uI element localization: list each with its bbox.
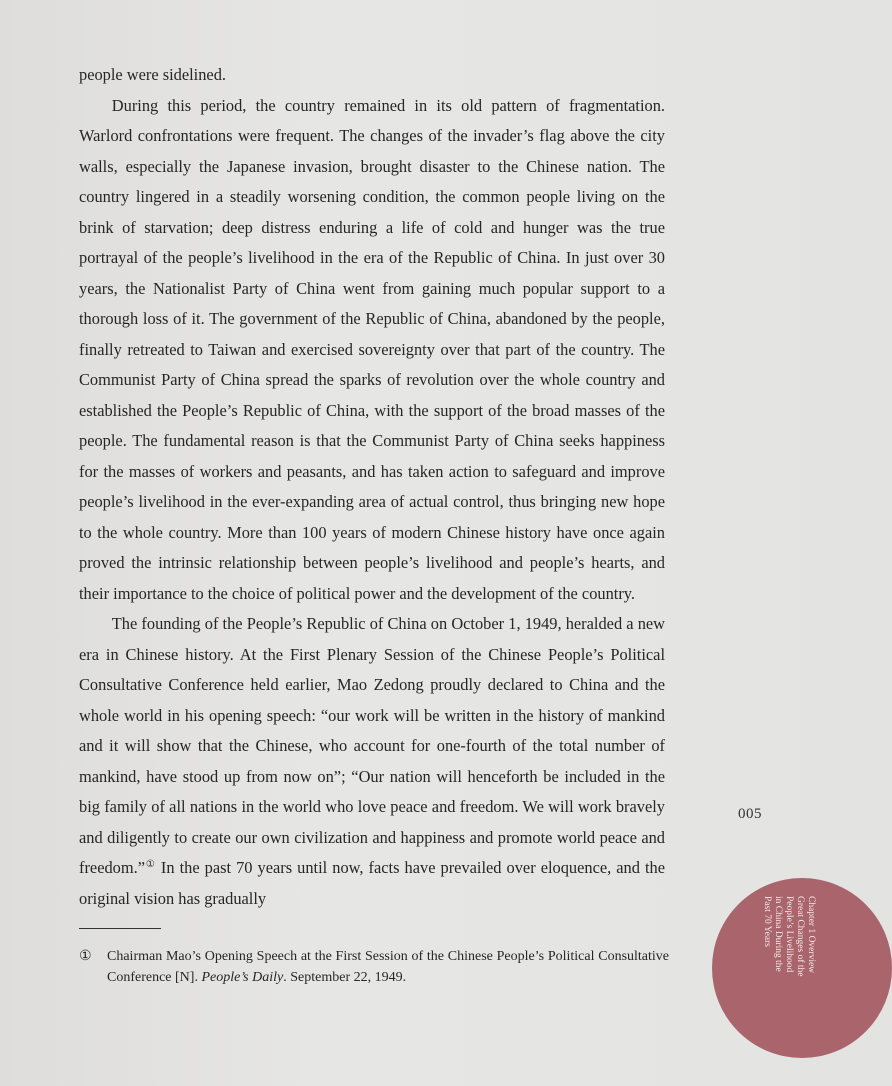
chapter-tab-line-3: People’s Livelihood — [784, 896, 794, 973]
footnote-reference: ① — [144, 859, 156, 870]
footnote-text-before: Chairman Mao’s Opening Speech at the First Session of the Chinese People’s Political Consultative Conference [N]. — [107, 949, 669, 985]
footnote-text-after: . September 22, 1949. — [283, 970, 407, 985]
body-text — [79, 60, 665, 914]
footnote — [79, 946, 669, 988]
chapter-tab-line-2: Great Changes of the — [795, 896, 805, 977]
footnote-divider — [79, 928, 161, 929]
paragraph-1 — [79, 60, 665, 91]
chapter-tab-line-4: in China During the — [773, 896, 783, 972]
paragraph-3-continuation: In the past 70 years until now, facts have prevailed over eloquence, and the original vision has gradually — [79, 858, 666, 908]
paragraph-2-text: During this period, the country remained in its old pattern of fragmentation. Warlord confrontations were frequent. The changes of the invader’s flag above the city walls, especially the Japanese invasion, brought disaster to the Chinese nation. The country lingered in a steadily worsening condition, the common people living on the brink of starvation; deep distress enduring a life of cold and hunger was the true portrayal of the people’s livelihood in the era of the Republic of China. In just over 30 years, the Nationalist Party of China went from gaining much popular support to a thorough loss of it. The government of the Republic of China, abandoned by the people, finally retreated to Taiwan and exercised sovereignty over that part of the country. The Communist Party of China spread the sparks of revolution over the whole country and established the People’s Republic of China, with the support of the broad masses of the people. The fundamental reason is that the Communist Party of China seeks happiness for the masses of workers and peasants, and has taken action to safeguard and improve people’s livelihood in the ever-expanding area of actual control, thus bringing new hope to the whole country. More than 100 years of modern Chinese history have once again proved the intrinsic relationship between people’s livelihood and people’s hearts, and their importance to the choice of political power and the development of the country. — [79, 95, 665, 603]
page-number: 005 — [738, 806, 762, 822]
paragraph-2 — [79, 91, 665, 610]
footnote-source: People’s Daily — [201, 970, 284, 985]
chapter-tab-label — [720, 896, 816, 1028]
paragraph-1-text: people were sidelined. — [79, 65, 227, 84]
chapter-tab-line-5: Past 70 Years — [762, 896, 772, 947]
footnote-text — [107, 946, 669, 988]
footnote-mark: ① — [79, 949, 92, 964]
chapter-tab-line-1: Chapter 1 Overview — [806, 896, 816, 974]
paragraph-3-text: The founding of the People’s Republic of China on October 1, 1949, heralded a new era in Chinese history. At the First Plenary Session of the Chinese People’s Political Consultative Conference held earlier, Mao Zedong proudly declared to China and the whole world in his opening speech: “our work will be written in the history of mankind and it will show that the Chinese, who account for one-fourth of the total number of mankind, have stood up from now on”; “Our nation will henceforth be included in the big family of all nations in the world who love peace and freedom. We will work bravely and diligently to create our own civilization and happiness and promote world peace and freedom.” — [79, 614, 665, 877]
paragraph-3 — [79, 609, 665, 914]
